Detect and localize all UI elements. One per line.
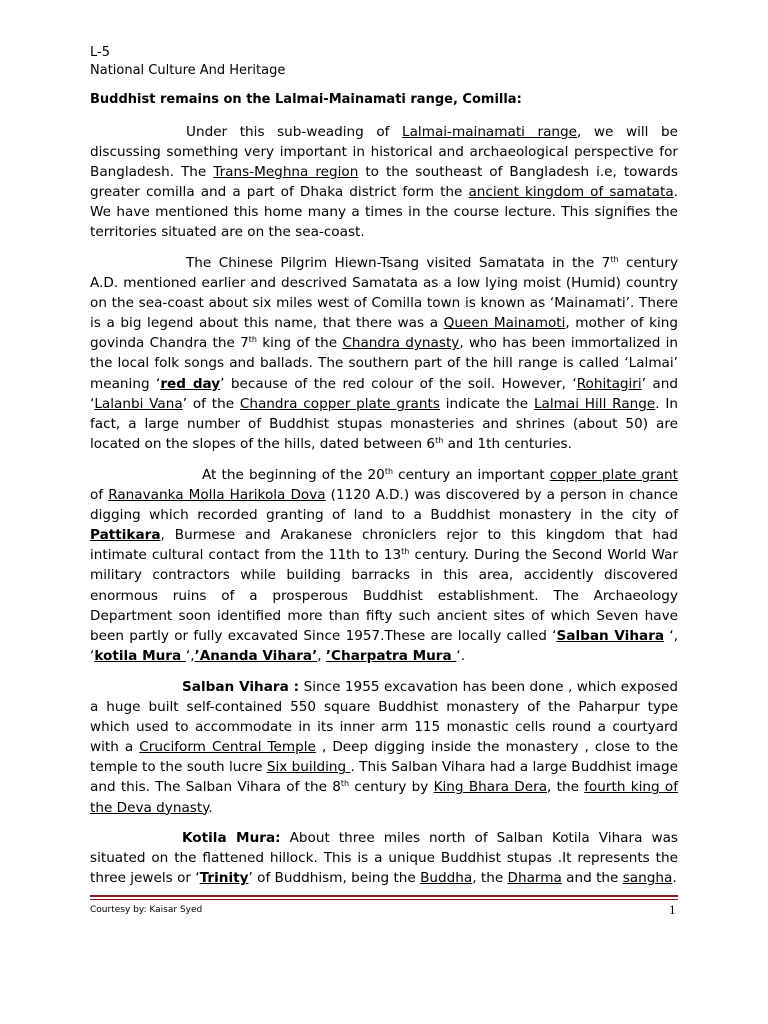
text: ’ of Buddhism, being the [248,870,421,887]
underlined-term: sangha [622,870,673,887]
text: to the southeast of Bangladesh i.e, towards greater comilla and a part of Dhaka district form the [90,164,678,201]
underlined-term: Chandra dynasty [342,335,460,352]
text: About three miles north of Salban Kotila Vihara was situated on the flattened hillock. This is a unique Buddhist stupas .It represents the three jewels or ‘ [90,830,678,887]
underlined-term: Lalmai-mainamati range [402,124,578,140]
text: At the beginning of the 20 [202,467,385,483]
underlined-term: Lalanbi Vana [94,395,183,412]
paragraph-intro [90,122,678,243]
text: . In fact, a large number of Buddhist stupas monasteries and shrines (about 50) are located on the slopes of the hills, dated between 6 [90,395,679,452]
bold-term: Pattikara [90,527,161,544]
text: , Deep digging inside the monastery , close to the temple to the south lucre [90,739,678,776]
subheading: Kotila Mura: [182,830,281,846]
underlined-term: Six building [266,759,351,776]
underlined-term: fourth king of the Deva dynasty [90,779,678,816]
text: king of the [256,335,343,352]
text: Under this sub-weading of [186,124,403,140]
underlined-term: King Bhara Dera [433,779,548,796]
underlined-term: Cruciform Central Temple [139,739,316,756]
text: century by [349,779,434,796]
page-number: 1 [669,902,676,917]
superscript: th [340,779,350,789]
text: . This Salban Vihara had a large Buddhist image and this. The Salban Vihara of the 8 [90,759,678,796]
text: indicate the [439,395,534,412]
underlined-term: Buddha [420,870,473,887]
bold-term: kotila Mura [94,647,186,664]
bold-term: red day [160,375,221,392]
underlined-term: Lalmai Hill Range [533,395,656,412]
bold-term: ’Ananda Vihara’ [194,647,318,664]
underlined-term: Chandra copper plate grants [239,395,440,412]
superscript: th [435,435,444,445]
subheading: Salban Vihara : [182,679,300,695]
bold-term: Trinity [199,870,249,887]
text: century A.D. mentioned earlier and descrived Samatata as a low lying moist (Humid) country on the sea-coast about six miles west of Comilla town is known as ‘Mainamati’. There is a big legend about this name, that there was a [90,255,679,332]
text: ‘, ‘ [90,627,679,664]
underlined-term: copper plate grant [549,467,678,483]
text: Since 1955 excavation has been done , which exposed a huge built self-contained 550 square Buddhist monastery of the Paharpur type which used to accommodate in its inner arm 115 monastic cells round a courtyard with a [90,679,678,756]
underlined-term: ancient kingdom of samatata [468,184,674,201]
footer-rule-thin [90,899,678,900]
text: , [317,647,326,664]
text: ’ of the [182,395,240,412]
paragraph-copper-plate [90,465,678,666]
paragraph-salban-vihara [90,677,678,818]
text: , who has been immortalized in the local folk songs and ballads. The southern part of the hill range is called ‘Lalmai’ meaning ‘ [90,335,678,392]
underlined-term: Queen Mainamoti [443,315,566,332]
footer-rule-thick [90,895,678,897]
text: and the [561,870,623,887]
superscript: th [610,255,619,264]
text: , the [547,779,585,796]
text: century an important [393,467,550,483]
text: The Chinese Pilgrim Hiewn-Tsang visited Samatata in the 7 [186,255,611,271]
text: . We have mentioned this home many a times in the course lecture. This signifies the territories situated are on the sea-coast. [90,184,678,241]
text: . [208,799,213,816]
footer-courtesy: Courtesy by: Kaisar Syed [90,905,203,915]
superscript: th [401,547,410,557]
superscript: th [384,467,394,476]
paragraph-kotila-mura [90,828,678,888]
text: ’ and ‘ [90,375,679,412]
bold-term: ’Charpatra Mura [325,647,457,664]
text: ‘, [185,647,195,664]
underlined-term: Rohitagiri [576,375,642,392]
text: . [672,870,677,887]
underlined-term: Trans-Meghna region [213,164,359,181]
lesson-number: L-5 [90,45,110,60]
text: and 1th centuries. [443,435,572,452]
text: ’ because of the red colour of the soil. However, ‘ [220,375,577,392]
course-title: National Culture And Heritage [90,63,286,78]
text: century. During the Second World War military contractors while building barracks in this area, accidently discovered enormous ruins of a prosperous Buddhist establishment. The Archaeology Department soon identified more than fifty such ancient sites of which Seven have been partly or fully excavated Since 1957.These are locally called ‘ [90,547,678,644]
text: of [90,487,109,504]
text: ‘. [456,647,466,664]
text: , Burmese and Arakanese chroniclers rejor to this kingdom that had intimate cultural contact from the 11th to 13 [90,527,678,564]
text: , we will be discussing something very important in historical and archaeological perspective for Bangladesh. The [90,124,678,181]
paragraph-hiewn-tsang [90,253,678,454]
section-heading: Buddhist remains on the Lalmai-Mainamati range, Comilla: [90,92,522,107]
text: , mother of king govinda Chandra the 7 [90,315,678,352]
superscript: th [248,335,257,345]
underlined-term: Ranavanka Molla Harikola Dova [108,487,326,504]
text: , the [472,870,508,887]
underlined-term: Dharma [507,870,562,887]
bold-term: Salban Vihara [556,627,665,644]
text: (1120 A.D.) was discovered by a person in chance digging which recorded granting of land to a Buddhist monastery in the city of [90,487,678,524]
